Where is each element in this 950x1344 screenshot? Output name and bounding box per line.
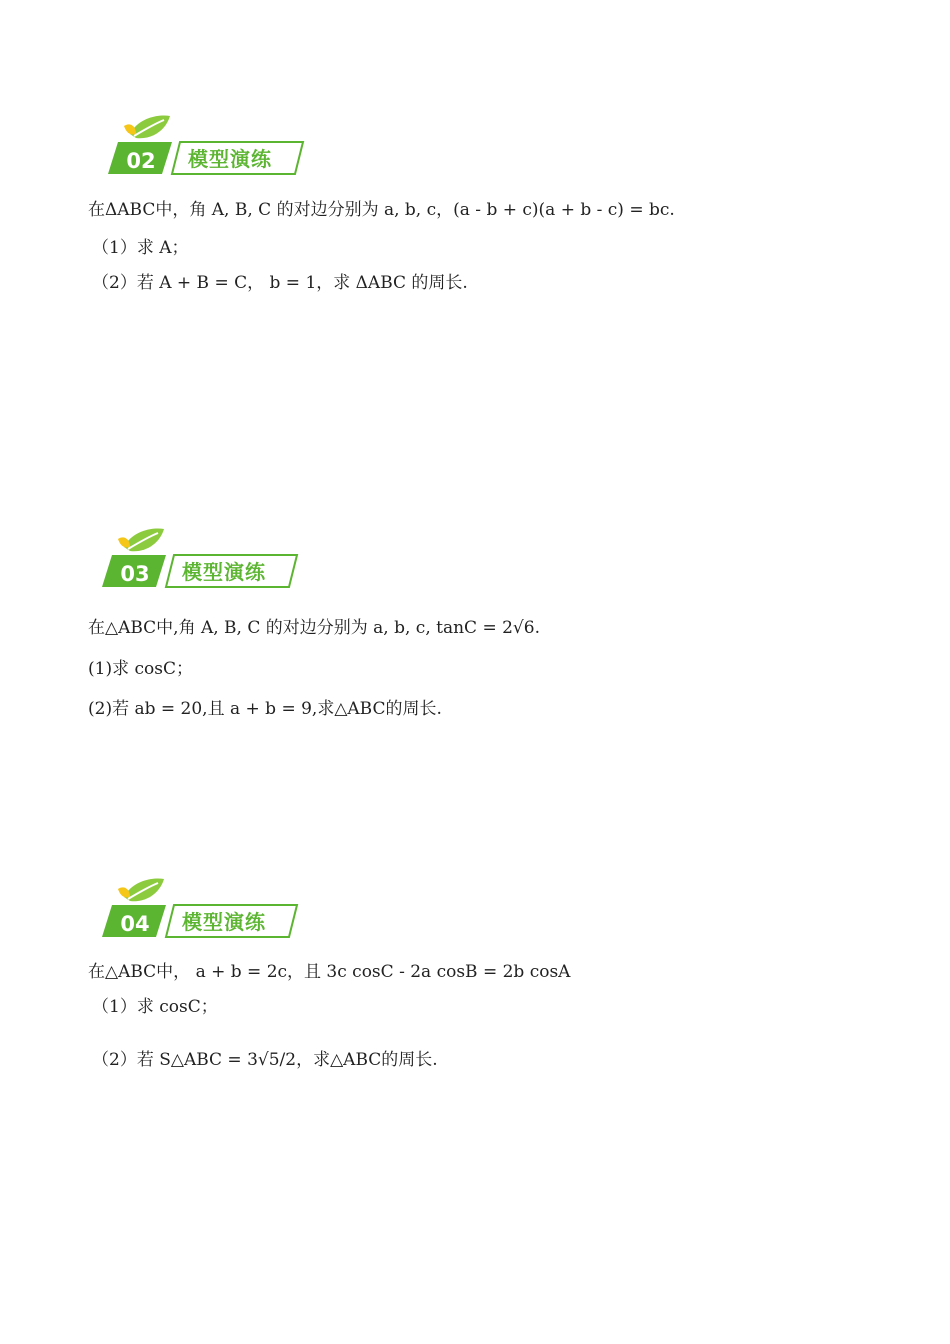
badge-title: 模型演练 <box>182 910 266 934</box>
section-badge <box>94 525 304 595</box>
section-badge <box>94 875 304 945</box>
problem-intro <box>88 616 540 640</box>
leaf-yellow-icon <box>124 124 136 134</box>
problem-question-1 <box>92 995 218 1019</box>
problem-intro-text: 在△ABC中,角 A, B, C 的对边分别为 a, b, c, tanC = 2√6. <box>88 618 540 638</box>
badge-title: 模型演练 <box>188 147 272 171</box>
problem-intro <box>88 960 570 984</box>
badge-title: 模型演练 <box>182 560 266 584</box>
problem-question-2 <box>92 1048 438 1072</box>
section-badge <box>100 112 310 182</box>
question-2-text: (2)若 ab = 20,且 a + b = 9,求△ABC的周长. <box>88 699 442 719</box>
question-2-text: （2）若 A + B = C， b = 1，求 ΔABC 的周长. <box>92 273 468 293</box>
problem-question-2 <box>88 697 442 721</box>
question-1-text: (1)求 cosC； <box>88 659 193 679</box>
badge-number: 03 <box>120 562 150 586</box>
problem-question-2 <box>92 271 468 295</box>
question-1-text: （1）求 A； <box>92 238 189 258</box>
problem-intro-text: 在ΔABC中，角 A, B, C 的对边分别为 a, b, c，(a - b + c)(a + b - c) = bc. <box>88 200 675 220</box>
leaf-yellow-icon <box>118 537 130 547</box>
leaf-yellow-icon <box>118 887 130 897</box>
problem-intro-text: 在△ABC中， a + b = 2c，且 3c cosC - 2a cosB = 2b cosA <box>88 962 571 982</box>
badge-number: 04 <box>120 912 150 936</box>
question-2-text: （2）若 S△ABC = 3√5/2，求△ABC的周长. <box>92 1050 438 1070</box>
problem-intro <box>88 198 675 222</box>
question-1-text: （1）求 cosC； <box>92 997 218 1017</box>
badge-number: 02 <box>126 149 156 173</box>
problem-question-1 <box>88 657 193 681</box>
problem-question-1 <box>92 236 189 260</box>
